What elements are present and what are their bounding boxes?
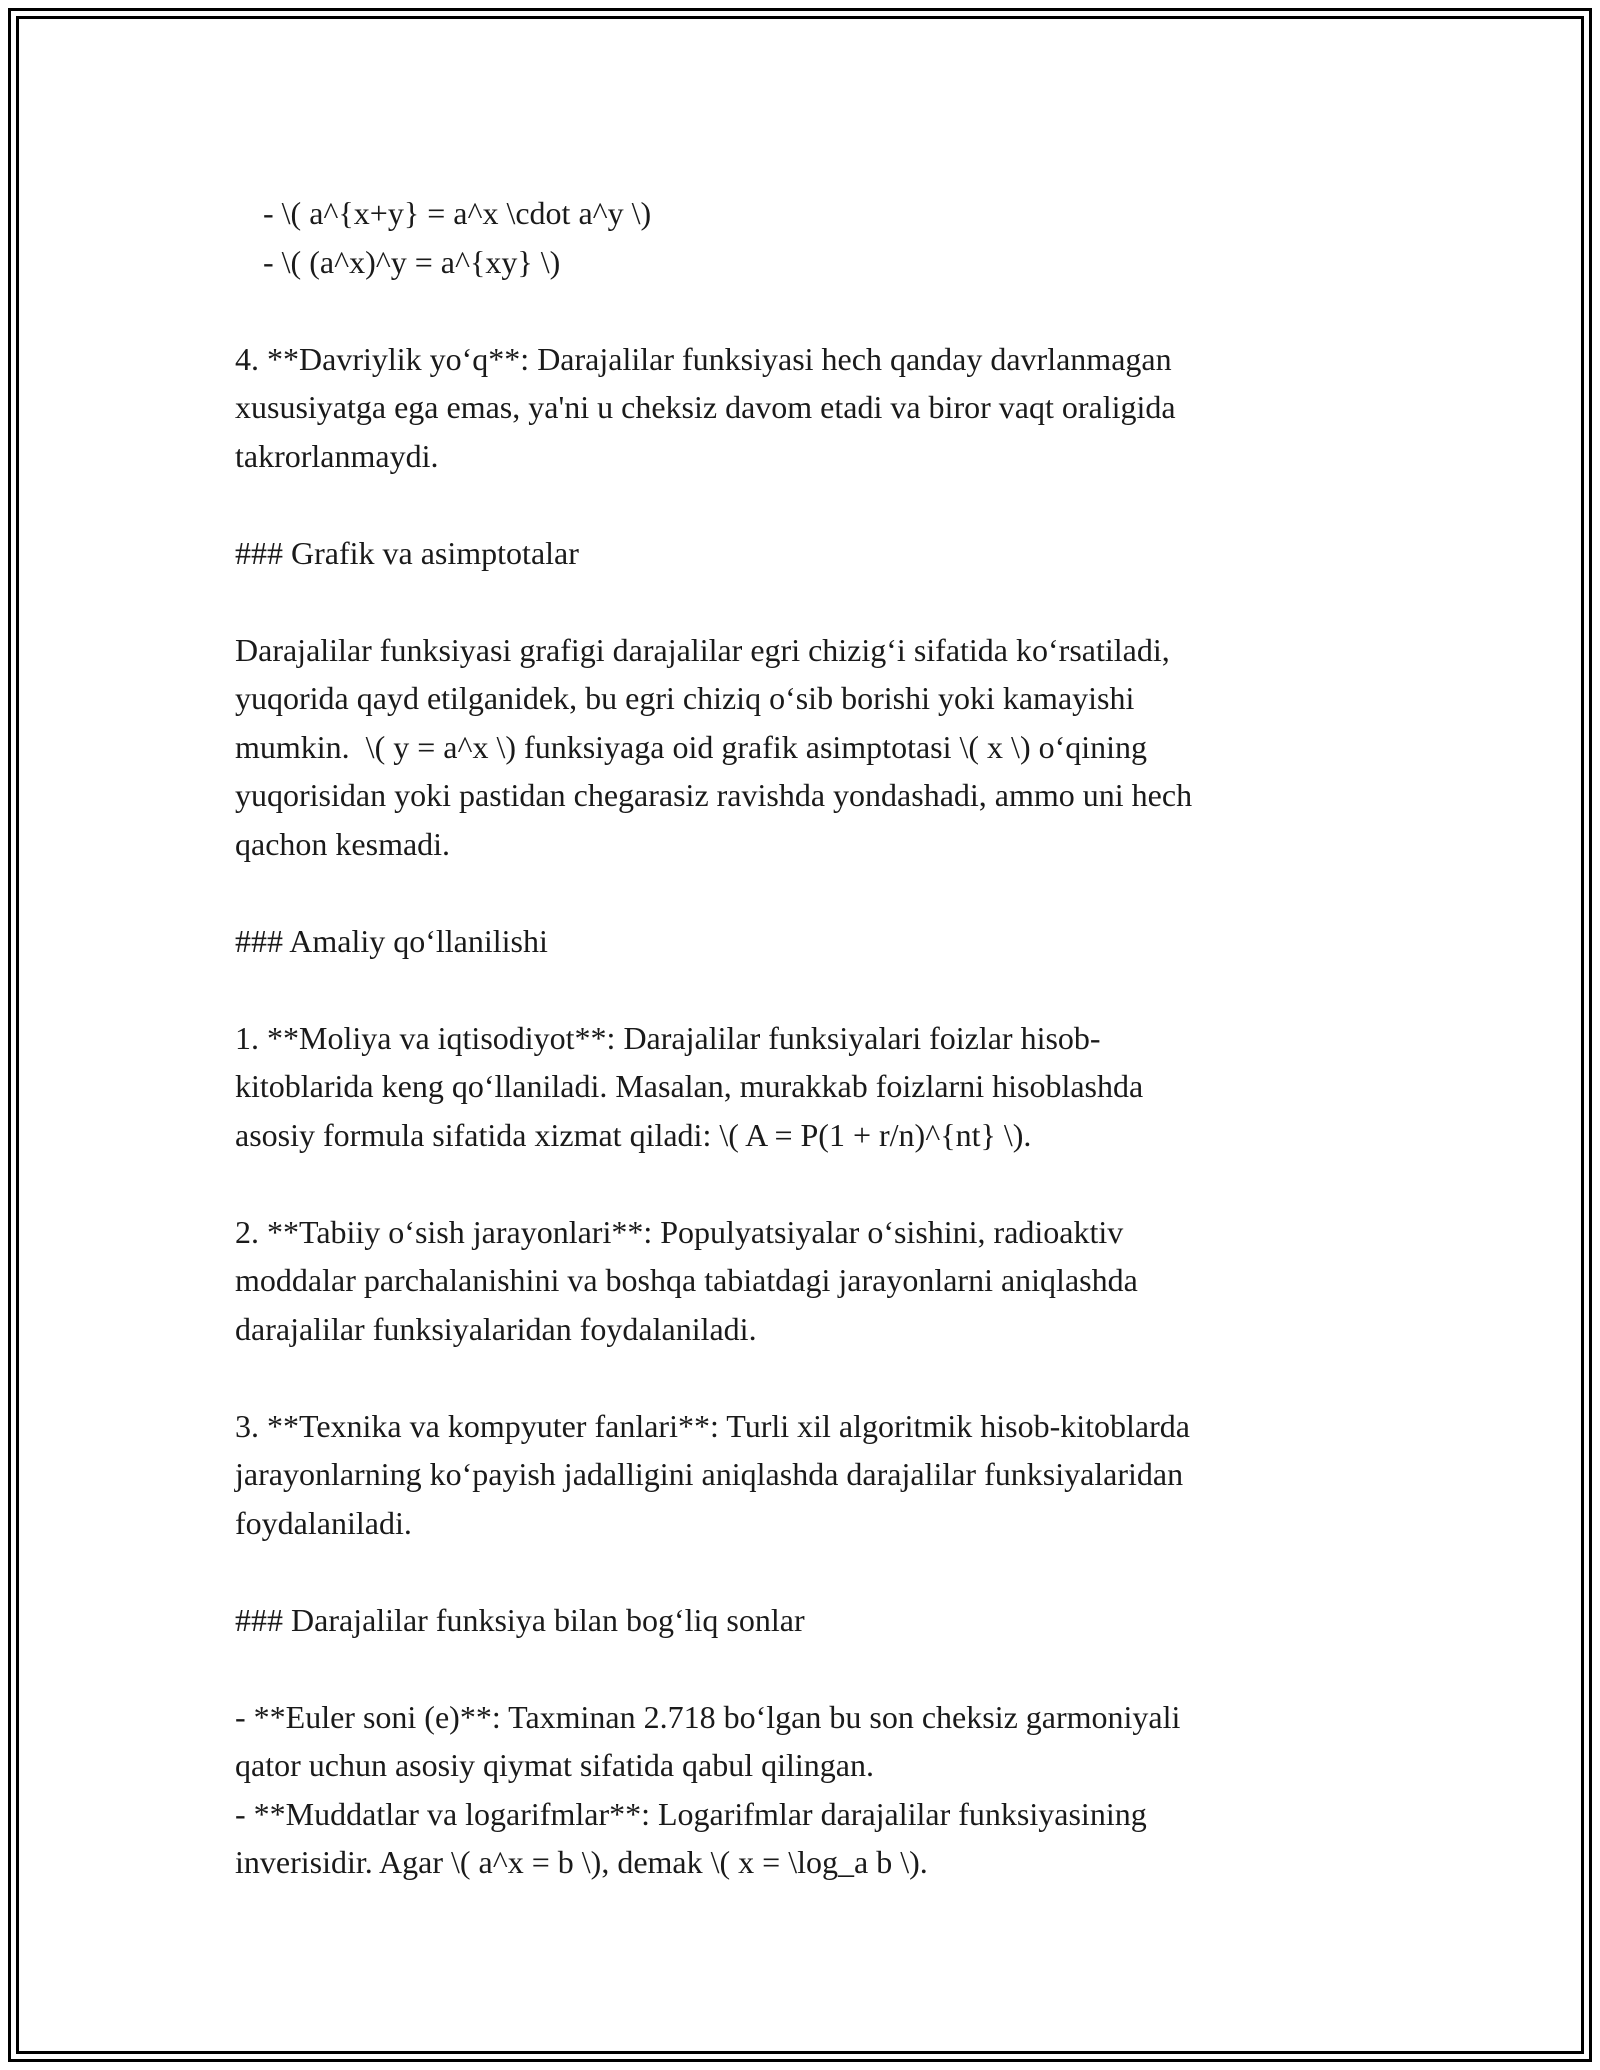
formula-line: - \( a^{x+y} = a^x \cdot a^y \) <box>263 195 652 231</box>
text-line: moddalar parchalanishini va boshqa tabiatdagi jarayonlarni aniqlashda <box>235 1262 1138 1298</box>
application-3-paragraph <box>235 1402 1365 1548</box>
paragraph-gap <box>235 1547 1365 1596</box>
text-line: - **Muddatlar va logarifmlar**: Logarifmlar darajalilar funksiyasining <box>235 1795 1147 1832</box>
text-line: 4. **Davriylik yo‘q**: Darajalilar funksiyasi hech qanday davrlanmagan <box>235 340 1172 377</box>
text-line: inverisidir. Agar \( a^x = b \), demak \( x = \log_a b \). <box>235 1844 928 1880</box>
item-4-paragraph <box>235 335 1365 481</box>
paragraph-gap <box>235 286 1365 335</box>
paragraph-gap <box>235 1353 1365 1402</box>
text-line: Darajalilar funksiyasi grafigi darajalilar egri chizig‘i sifatida ko‘rsatiladi, <box>235 631 1170 668</box>
formula-list <box>235 189 1365 286</box>
graph-paragraph <box>235 626 1365 869</box>
text-line: 2. **Tabiiy o‘sish jarayonlari**: Populyatsiyalar o‘sishini, radioaktiv <box>235 1213 1124 1250</box>
paragraph-gap <box>235 1159 1365 1208</box>
text-line: qachon kesmadi. <box>235 825 451 862</box>
text-line: yuqorisidan yoki pastidan chegarasiz ravishda yondashadi, ammo uni hech <box>235 777 1193 813</box>
text-line: mumkin. \( y = a^x \) funksiyaga oid grafik asimptotasi \( x \) o‘qining <box>235 728 1148 765</box>
application-2-paragraph <box>235 1208 1365 1354</box>
text-line: kitoblarida keng qo‘llaniladi. Masalan, murakkab foizlarni hisoblashda <box>235 1068 1144 1104</box>
paragraph-gap <box>235 577 1365 626</box>
heading-applications: ### Amaliy qo‘llanilishi <box>235 922 548 959</box>
text-line: qator uchun asosiy qiymat sifatida qabul qilingan. <box>235 1747 874 1783</box>
text-line: takrorlanmaydi. <box>235 437 439 474</box>
numbers-list <box>235 1693 1365 1887</box>
text-line: - **Euler soni (e)**: Taxminan 2.718 bo‘lgan bu son cheksiz garmoniyali <box>235 1698 1181 1735</box>
document-body <box>235 189 1365 1887</box>
text-line: xususiyatga ega emas, ya'ni u cheksiz davom etadi va biror vaqt oraligida <box>235 389 1176 425</box>
heading-graph: ### Grafik va asimptotalar <box>235 534 579 571</box>
text-line: jarayonlarning ko‘payish jadalligini aniqlashda darajalilar funksiyalaridan <box>235 1456 1184 1492</box>
text-line: asosiy formula sifatida xizmat qiladi: \( A = P(1 + r/n)^{nt} \). <box>235 1116 1032 1153</box>
paragraph-gap <box>235 1644 1365 1693</box>
heading-numbers: ### Darajalilar funksiya bilan bog‘liq sonlar <box>235 1601 805 1638</box>
formula-line: - \( (a^x)^y = a^{xy} \) <box>263 243 561 280</box>
paragraph-gap <box>235 965 1365 1014</box>
paragraph-gap <box>235 868 1365 917</box>
text-line: darajalilar funksiyalaridan foydalaniladi. <box>235 1310 757 1347</box>
text-line: yuqorida qayd etilganidek, bu egri chiziq o‘sib borishi yoki kamayishi <box>235 680 1135 716</box>
text-line: foydalaniladi. <box>235 1504 412 1541</box>
application-1-paragraph <box>235 1014 1365 1160</box>
text-line: 1. **Moliya va iqtisodiyot**: Darajalilar funksiyalari foizlar hisob- <box>235 1019 1101 1056</box>
paragraph-gap <box>235 480 1365 529</box>
text-line: 3. **Texnika va kompyuter fanlari**: Turli xil algoritmik hisob-kitoblarda <box>235 1407 1190 1444</box>
